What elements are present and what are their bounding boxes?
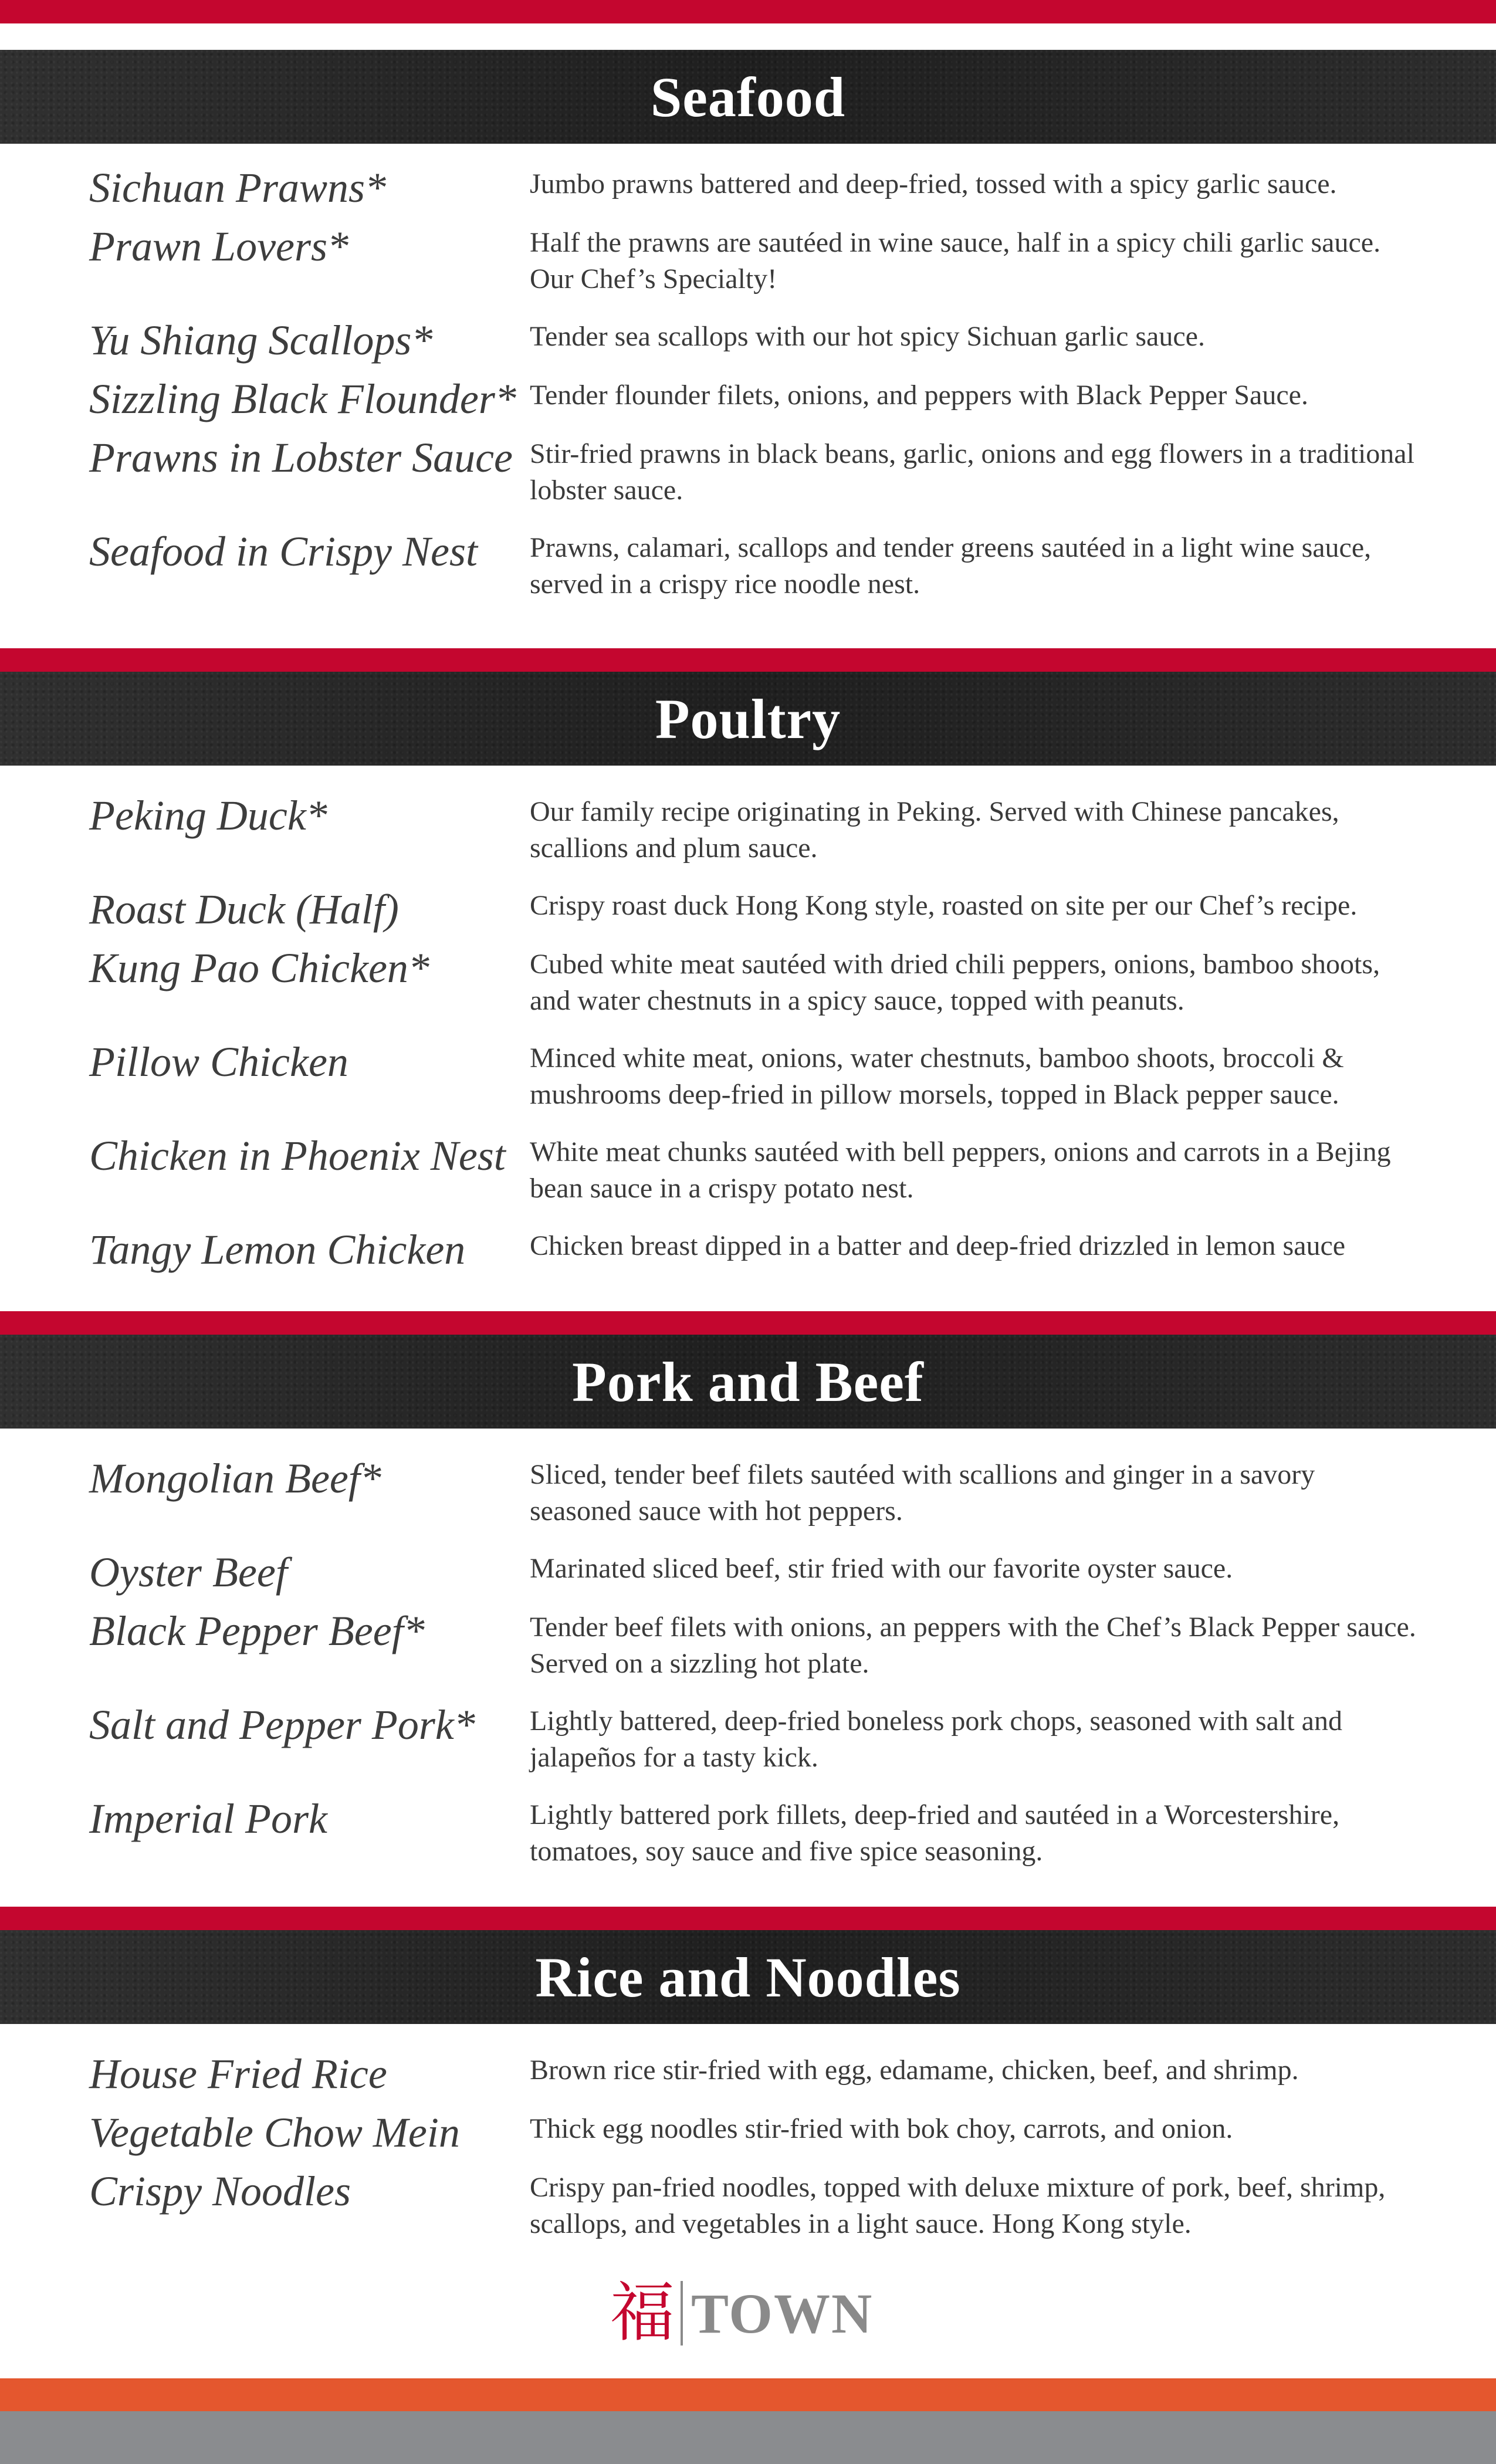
item-description: Crispy pan-fried noodles, topped with deluxe mixture of pork, beef, shrimp, scallops, and vegetables in a light sauce. Hong Kong style. — [530, 2172, 1386, 2239]
section-title: Pork and Beef — [572, 1350, 924, 1413]
section-header-rice-noodles — [0, 1930, 1496, 2024]
item-description: White meat chunks sautéed with bell peppers, onions and carrots in a Bejing bean sauce in a crispy potato nest. — [530, 1136, 1391, 1204]
item-name: Prawns in Lobster Sauce — [89, 434, 513, 481]
section-header-pork-beef — [0, 1335, 1496, 1429]
logo-text: TOWN — [691, 2282, 874, 2345]
item-name: House Fried Rice — [89, 2050, 387, 2097]
item-description: Thick egg noodles stir-fried with bok choy, carrots, and onion. — [530, 2113, 1233, 2144]
item-description: Chicken breast dipped in a batter and deep-fried drizzled in lemon sauce — [530, 1230, 1346, 1261]
footer-gray-band — [0, 2411, 1496, 2464]
item-description: Cubed white meat sautéed with dried chili peppers, onions, bamboo shoots, and water chestnuts in a spicy sauce, topped with peanuts. — [530, 949, 1380, 1016]
item-description: Crispy roast duck Hong Kong style, roasted on site per our Chef’s recipe. — [530, 890, 1358, 921]
item-name: Salt and Pepper Pork* — [89, 1701, 475, 1748]
logo-divider — [681, 2281, 683, 2345]
item-description: Lightly battered pork fillets, deep-fried and sautéed in a Worcestershire, tomatoes, soy sauce and five spice seasoning. — [530, 1799, 1340, 1867]
item-description: Lightly battered, deep-fried boneless pork chops, seasoned with salt and jalapeños for a tasty kick. — [530, 1705, 1342, 1773]
item-description: Tender beef filets with onions, an peppers with the Chef’s Black Pepper sauce. Served on a sizzling hot plate. — [530, 1612, 1416, 1679]
item-description: Marinated sliced beef, stir fried with our favorite oyster sauce. — [530, 1553, 1233, 1584]
item-description: Tender sea scallops with our hot spicy Sichuan garlic sauce. — [530, 321, 1205, 352]
section-title: Seafood — [650, 65, 846, 128]
item-name: Seafood in Crispy Nest — [89, 528, 478, 575]
item-name: Crispy Noodles — [89, 2168, 351, 2215]
item-name: Mongolian Beef* — [89, 1455, 381, 1502]
item-name: Black Pepper Beef* — [89, 1607, 425, 1654]
item-description: Jumbo prawns battered and deep-fried, tossed with a spicy garlic sauce. — [530, 168, 1337, 199]
item-name: Kung Pao Chicken* — [89, 945, 429, 991]
item-name: Yu Shiang Scallops* — [89, 317, 433, 364]
item-name: Tangy Lemon Chicken — [89, 1226, 466, 1273]
item-description: Minced white meat, onions, water chestnuts, bamboo shoots, broccoli & mushrooms deep-fried in pillow morsels, topped in Black pepper sauce. — [530, 1043, 1344, 1110]
section-title: Poultry — [655, 687, 841, 750]
item-name: Vegetable Chow Mein — [89, 2109, 460, 2156]
item-description: Our family recipe originating in Peking. Served with Chinese pancakes, scallions and plum sauce. — [530, 796, 1339, 864]
section-divider — [0, 1311, 1496, 1335]
item-name: Sizzling Black Flounder* — [89, 375, 516, 422]
section-divider — [0, 648, 1496, 672]
item-description: Tender flounder filets, onions, and peppers with Black Pepper Sauce. — [530, 380, 1308, 411]
section-title: Rice and Noodles — [535, 1945, 961, 2009]
fu-character-icon: 福 — [610, 2277, 675, 2349]
item-name: Pillow Chicken — [89, 1038, 348, 1085]
item-description: Prawns, calamari, scallops and tender greens sautéed in a light wine sauce, served in a crispy rice noodle nest. — [530, 532, 1372, 600]
item-name: Chicken in Phoenix Nest — [89, 1132, 506, 1179]
item-description: Half the prawns are sautéed in wine sauce, half in a spicy chili garlic sauce. Our Chef’s Specialty! — [530, 227, 1381, 295]
section-divider — [0, 1907, 1496, 1930]
footer-orange-band — [0, 2378, 1496, 2411]
item-description: Sliced, tender beef filets sautéed with scallions and ginger in a savory seasoned sauce with hot peppers. — [530, 1459, 1315, 1527]
top-red-band — [0, 0, 1496, 23]
item-name: Imperial Pork — [89, 1795, 327, 1842]
item-name: Peking Duck* — [89, 792, 327, 839]
section-header-seafood — [0, 50, 1496, 144]
section-header-poultry — [0, 672, 1496, 766]
item-name: Prawn Lovers* — [89, 223, 349, 270]
restaurant-logo — [610, 2275, 873, 2351]
item-name: Roast Duck (Half) — [89, 886, 399, 933]
item-name: Sichuan Prawns* — [89, 164, 387, 211]
item-description: Brown rice stir-fried with egg, edamame, chicken, beef, and shrimp. — [530, 2055, 1299, 2086]
item-name: Oyster Beef — [89, 1549, 287, 1596]
item-description: Stir-fried prawns in black beans, garlic, onions and egg flowers in a traditional lobster sauce. — [530, 438, 1414, 506]
